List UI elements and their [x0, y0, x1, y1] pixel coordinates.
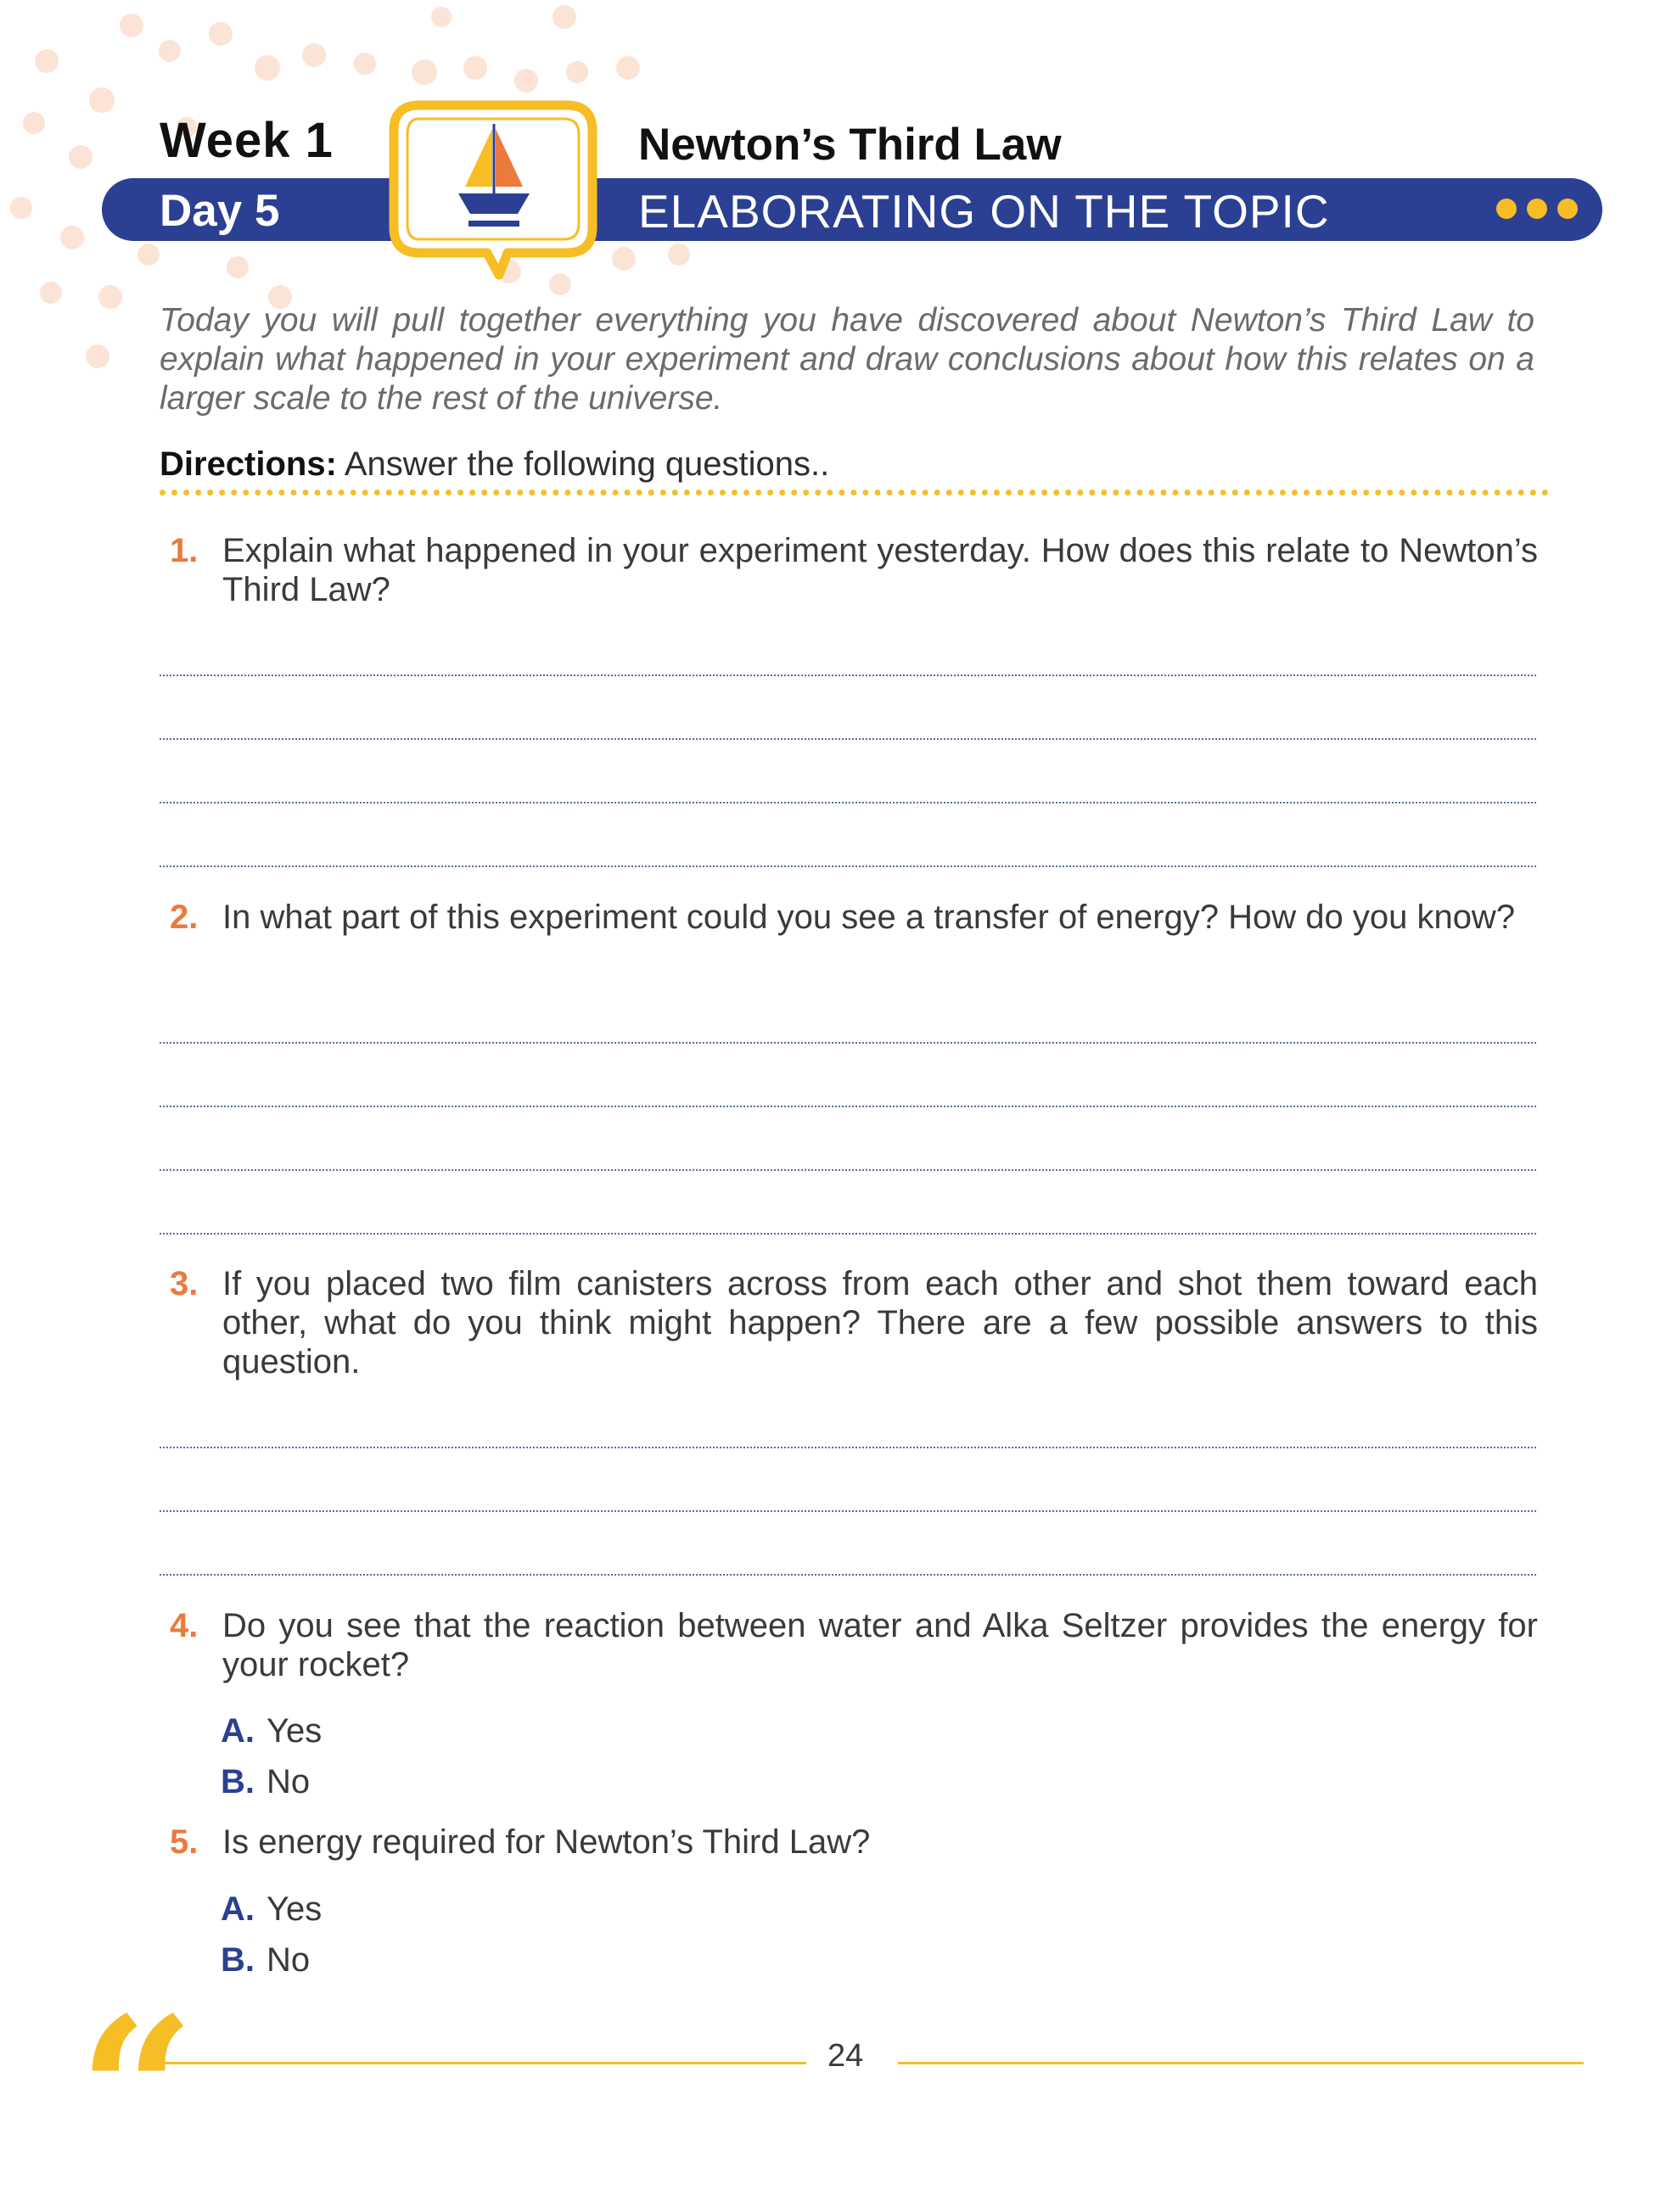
option-a[interactable] [221, 1712, 322, 1750]
option-letter: B. [221, 1941, 255, 1979]
option-b[interactable] [221, 1941, 310, 1980]
question-number: 1. [170, 532, 199, 569]
answer-line[interactable] [160, 1233, 1536, 1235]
question-text: In what part of this experiment could you see a transfer of energy? How do you know? [222, 899, 1516, 936]
option-text: No [266, 1941, 311, 1979]
question-number: 4. [170, 1607, 199, 1644]
answer-line[interactable] [160, 675, 1536, 676]
footer-rule-left [161, 2062, 806, 2064]
answer-line[interactable] [160, 802, 1536, 804]
topic-title: Newton’s Third Law [638, 120, 1062, 170]
directions [160, 445, 829, 484]
sailboat-badge-icon [387, 98, 599, 285]
question-2 [170, 898, 1538, 937]
answer-line[interactable] [160, 1510, 1536, 1512]
intro-paragraph: Today you will pull together everything you have discovered about Newton’s Third Law to explain what happened in your experiment and draw conclusions about how this relates on a larger scale to the rest of the universe. [160, 302, 1534, 417]
option-a[interactable] [221, 1890, 322, 1929]
question-4 [170, 1606, 1538, 1684]
day-label: Day 5 [160, 186, 280, 236]
footer-rule-right [898, 2062, 1584, 2064]
option-letter: A. [221, 1712, 255, 1750]
answer-line[interactable] [160, 738, 1536, 740]
question-text: Explain what happened in your experiment yesterday. How does this relate to Newton’s Third Law? [222, 532, 1538, 608]
question-text: Do you see that the reaction between water and Alka Seltzer provides the energy for your rocket? [222, 1607, 1538, 1683]
directions-divider [160, 490, 1549, 496]
question-number: 3. [170, 1265, 199, 1302]
question-number: 5. [170, 1823, 199, 1861]
option-text: Yes [266, 1712, 323, 1750]
question-3 [170, 1264, 1538, 1381]
option-text: No [266, 1763, 311, 1800]
directions-label: Directions: [160, 445, 337, 483]
question-text: If you placed two film canisters across from each other and shot them toward each other, what do you think might happen? There are a few possible answers to this question. [222, 1265, 1538, 1380]
section-subtitle: ELABORATING ON THE TOPIC [638, 185, 1330, 238]
week-label: Week 1 [160, 113, 334, 168]
question-text: Is energy required for Newton’s Third Law? [222, 1823, 871, 1861]
quote-mark-icon: “ [78, 1973, 196, 2212]
answer-line[interactable] [160, 1042, 1536, 1044]
option-b[interactable] [221, 1763, 310, 1801]
option-text: Yes [266, 1890, 323, 1928]
question-number: 2. [170, 899, 199, 936]
answer-line[interactable] [160, 1574, 1536, 1576]
page-number: 24 [827, 2038, 864, 2074]
answer-line[interactable] [160, 1169, 1536, 1171]
answer-line[interactable] [160, 1447, 1536, 1448]
option-letter: B. [221, 1763, 255, 1800]
question-5 [170, 1823, 1538, 1862]
directions-text: Answer the following questions.. [336, 445, 830, 483]
question-1 [170, 531, 1538, 609]
option-letter: A. [221, 1890, 255, 1928]
answer-line[interactable] [160, 865, 1536, 867]
answer-line[interactable] [160, 1106, 1536, 1107]
ellipsis-dots-icon [1496, 199, 1588, 223]
